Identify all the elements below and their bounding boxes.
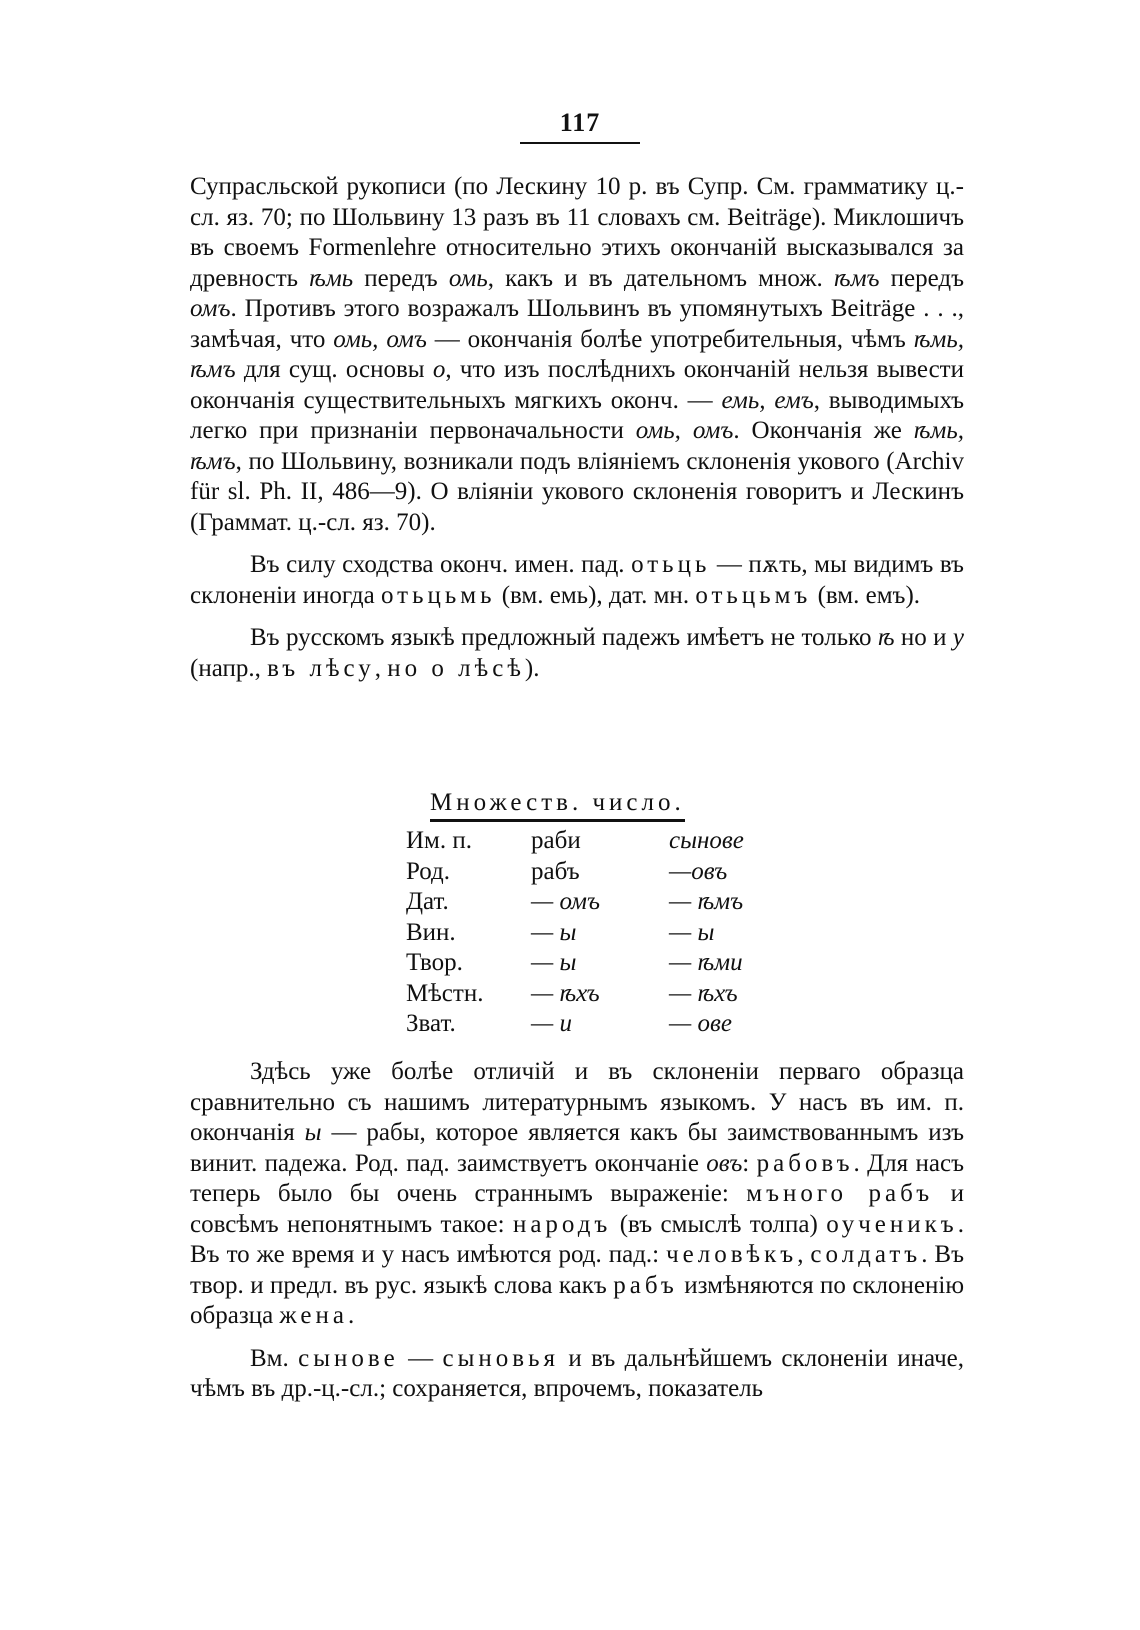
form-syn: — ы — [669, 918, 715, 946]
form-rab: — ы — [531, 918, 577, 946]
table-row — [406, 948, 789, 979]
form-rab: — омъ — [531, 888, 600, 915]
form-syn: —овъ — [669, 857, 728, 885]
form-syn: — ѣми — [669, 949, 743, 976]
case-label: Твор. — [406, 949, 463, 976]
paragraph: Супрасльской рукописи (по Лескину 10 р. въ Супр. См. грамматику ц.-сл. яз. 70; по Шольвину 13 разъ въ 11 словахъ см. Beiträge). Миклошичъ въ своемъ Formenlehre относительно этихъ окончаній высказывался за древность ѣмь передъ омь, какъ и въ дательномъ множ. ѣмъ передъ омъ. Противъ этого возражалъ Шольвинъ въ упомянутыхъ Beiträge . . ., замѣчая, что омь, омъ — окончанія болѣе употребительныя, чѣмъ ѣмь, ѣмъ для сущ. основы о, что изъ послѣднихъ окончаній нельзя вывести окончанія существительныхъ мягкихъ оконч. — емь, емъ, выводимыхъ легко при признаніи первоначальности омь, омъ. Окончанія же ѣмь, ѣмъ, по Шольвину, возникали подъ вліяніемъ склоненія укового (Archiv für sl. Ph. II, 486—9). О вліяніи укового склоненія говоритъ и Лескинъ (Граммат. ц.-сл. яз. 70). — [190, 173, 965, 536]
form-rab: — ѣхъ — [531, 979, 600, 1007]
declension-table-title: Множеств. число. — [430, 789, 685, 822]
form-syn: — ѣхъ — [669, 979, 738, 1007]
table-row — [406, 887, 789, 918]
form-rab: — и — [531, 1010, 572, 1037]
paragraph: Здѣсь уже болѣе отличій и въ склоненіи перваго образца сравнительно съ нашимъ литературнымъ языкомъ. У насъ въ им. п. окончанія ы — рабы, которое является какъ бы заимствованнымъ изъ винит. падежа. Род. пад. заимствуетъ окончаніе овъ: рабовъ. Для насъ теперь было бы очень страннымъ выраженіе: мъного рабъ и совсѣмъ непонятнымъ такое: народъ (въ смыслѣ толпа) оученикъ. Въ то же время и у насъ имѣются род. пад.: человѣкъ, солдатъ. Въ твор. и предл. въ рус. языкѣ слова какъ рабъ измѣняются по склоненію образца жена. — [190, 1058, 965, 1329]
case-label: Зват. — [406, 1010, 456, 1037]
form-syn: — ове — [669, 1010, 732, 1037]
case-label: Род. — [406, 857, 451, 885]
form-rab: раби — [531, 827, 581, 854]
form-syn: сынове — [669, 827, 744, 854]
form-syn: — ѣмъ — [669, 888, 744, 915]
table-row — [406, 826, 789, 857]
table-row — [406, 1009, 789, 1040]
declension-table — [406, 826, 789, 1040]
text-block-lower — [190, 1057, 964, 1405]
paragraph: Въ русскомъ языкѣ предложный падежъ имѣетъ не только ѣ но и у (напр., въ лѣсу, но о лѣсѣ). — [190, 624, 964, 682]
table-row — [406, 918, 789, 949]
page-number: 117 — [520, 108, 640, 144]
paragraph: Въ силу сходства оконч. имен. пад. отьць — пѫть, мы видимъ въ склоненіи иногда отьцьмь (вм. емь), дат. мн. отьцьмъ (вм. емъ). — [190, 551, 964, 609]
text-block-upper — [190, 172, 964, 684]
case-label: Мѣстн. — [406, 979, 484, 1007]
form-rab: рабъ — [531, 857, 580, 885]
case-label: Им. п. — [406, 827, 473, 854]
case-label: Вин. — [406, 918, 456, 946]
table-row — [406, 857, 789, 888]
table-row — [406, 979, 789, 1010]
paragraph: Вм. сынове — сыновья и въ дальнѣйшемъ склоненіи иначе, чѣмъ въ др.-ц.-сл.; сохраняется, впрочемъ, показатель — [190, 1344, 965, 1402]
form-rab: — ы — [531, 949, 577, 976]
case-label: Дат. — [406, 888, 449, 915]
